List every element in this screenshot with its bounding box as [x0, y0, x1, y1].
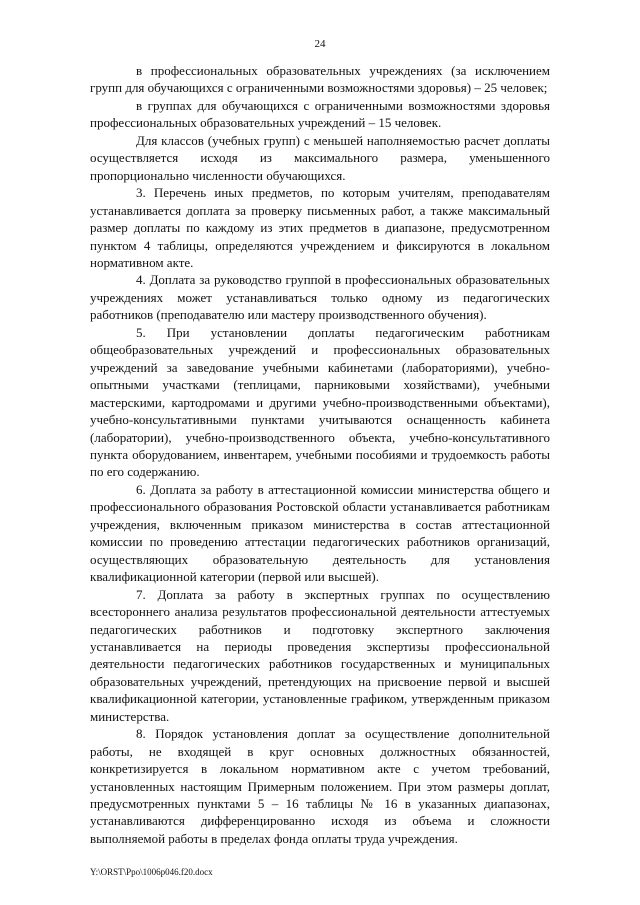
paragraph-smaller-classes: Для классов (учебных групп) с меньшей наполняемостью расчет доплаты осуществляется исходя из максимального размера, уменьшенного пропорционально численности обучающихся. — [90, 132, 550, 183]
paragraph-disability-group-size: в группах для обучающихся с ограниченными возможностями здоровья профессиональных образовательных учреждений – 15 человек. — [90, 97, 550, 131]
paragraph-item-8: 8. Порядок установления доплат за осуществление дополнительной работы, не входящей в круг основных должностных обязанностей, конкретизируется в локальном нормативном акте с учетом требований, установленных настоящим Примерным положением. При этом размеры доплат, предусмотренных пунктами 5 – 16 таблицы № 16 в указанных диапазонах, устанавливаются дифференцированно исходя из объема и сложности выполняемой работы в пределах фонда оплаты труда учреждения. — [90, 726, 550, 846]
paragraph-item-5: 5. При установлении доплаты педагогическим работникам общеобразовательных учреждений и профессиональных образовательных учреждений за заведование учебными кабинетами (лабораториями), учебно-опытными участками (теплицами, парниковыми хозяйствами), учебными мастерскими, картодромами и другими учебно-производственными объектами), учебно-консультативными пунктами учитываются оснащенность кабинета (лаборатории), учебно-производственного объекта, учебно-консультативного пункта оборудованием, инвентарем, учебными пособиями и трудоемкость работы по его содержанию. — [90, 324, 550, 480]
paragraph-item-7: 7. Доплата за работу в экспертных группах по осуществлению всестороннего анализа результатов профессиональной деятельности аттестуемых педагогических работников и подготовку экспертного заключения устанавливается на периоды проведения экспертизы профессиональной деятельности педагогических работников государственных и муниципальных образовательных учреждений, претендующих на присвоение первой и высшей квалификационной категории, установленные графиком, утвержденным приказом министерства. — [90, 586, 550, 724]
document-body — [90, 62, 550, 847]
footer-file-path: Y:\ORST\Ppo\1006p046.f20.docx — [90, 867, 213, 877]
paragraph-item-6: 6. Доплата за работу в аттестационной комиссии министерства общего и профессионального образования Ростовской области устанавливается работникам учреждения, включенным приказом министерства в состав аттестационной комиссии по проведению аттестации педагогических работников организаций, осуществляющих образовательную деятельность для установления квалификационной категории (первой или высшей). — [90, 481, 550, 585]
paragraph-vocational-group-size: в профессиональных образовательных учреждениях (за исключением групп для обучающихся с ограниченными возможностями здоровья) – 25 человек; — [90, 63, 550, 96]
paragraph-item-4: 4. Доплата за руководство группой в профессиональных образовательных учреждениях может устанавливаться только одному из педагогических работников (преподавателю или мастеру производственного обучения). — [90, 272, 550, 323]
paragraph-item-3: 3. Перечень иных предметов, по которым учителям, преподавателям устанавливается доплата за проверку письменных работ, а также максимальный размер доплаты по каждому из этих предметов в диапазоне, предусмотренном пунктом 4 таблицы, определяются учреждением и фиксируются в локальном нормативном акте. — [90, 185, 550, 270]
page-number: 24 — [314, 38, 326, 50]
